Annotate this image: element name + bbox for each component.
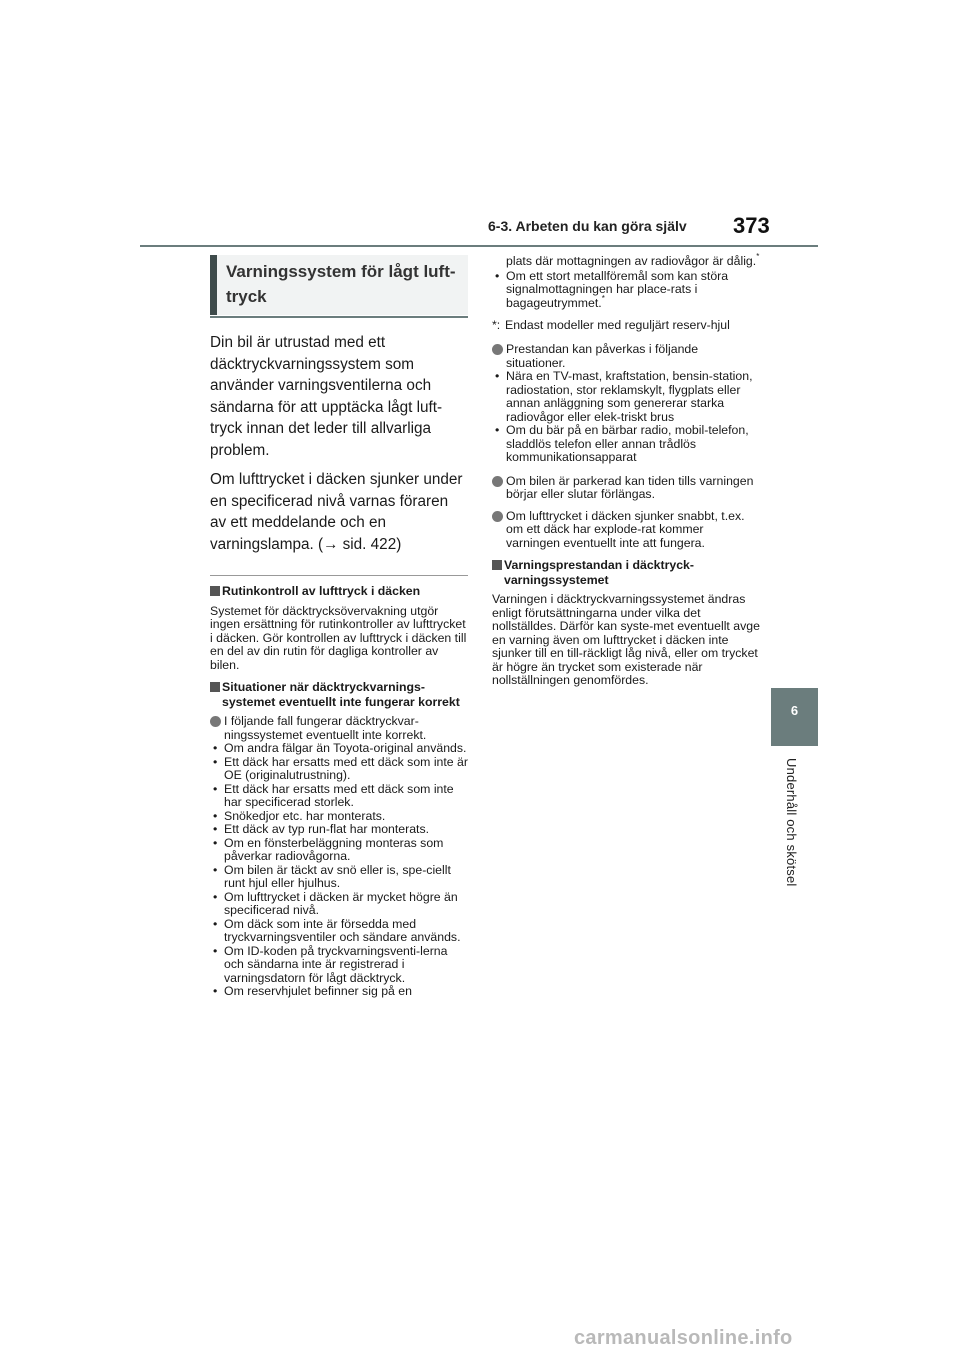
bullet-item: • Om en fönsterbeläggning monteras som påverkar radiovågorna.	[210, 837, 468, 864]
body-text: Varningen i däcktryckvarningssystemet ändras enligt förutsättningarna under vilka det nollställdes. Därför kan syste-met eventuellt avge en varning även om lufttrycket i däcken inte sjunker till en till-räckligt låg nivå, eller om trycket är högre än trycket som existerade när nollställningen genomfördes.	[492, 592, 760, 687]
bullet-item: • Ett däck av typ run-flat har monterats.	[210, 823, 468, 837]
chapter-label: Underhåll och skötsel	[784, 758, 799, 887]
square-bullet-icon	[210, 586, 220, 596]
bullet-item	[492, 270, 760, 312]
footnote	[492, 315, 760, 335]
subheading-text: Varningsprestandan i däcktryck-varningssystemet	[504, 558, 694, 587]
circle-bullet-icon	[492, 476, 503, 487]
intro-paragraph: Din bil är utrustad med ett däcktryckvarningssystem som använder varningsventilerna och sändarna för att upptäcka lågt luft-tryck innan det leder till allvarliga problem.	[210, 334, 443, 459]
subheading-situations	[210, 680, 468, 709]
header-rule	[140, 245, 818, 247]
circle-item-text: Om lufttrycket i däcken sjunker snabbt, t.ex. om ett däck har explode-rat kommer varningen eventuellt inte att fungera.	[506, 508, 745, 550]
bullet-item: • Snökedjor etc. har monterats.	[210, 810, 468, 824]
square-bullet-icon	[210, 682, 220, 692]
bullet-list	[492, 370, 760, 465]
circle-bullet-icon	[492, 344, 503, 355]
footnote-mark: *:	[492, 318, 501, 332]
bullet-item: • Ett däck har ersatts med ett däck som inte är OE (originalutrustning).	[210, 756, 468, 783]
bullet-item: • Ett däck har ersatts med ett däck som inte har specificerad storlek.	[210, 783, 468, 810]
divider	[210, 575, 468, 576]
footnote-text: Endast modeller med reguljärt reserv-hjul	[505, 318, 730, 332]
subheading-warning-performance	[492, 558, 760, 587]
chapter-tab[interactable]: 6	[771, 688, 818, 746]
section-title: 6-3. Arbeten du kan göra själv	[488, 218, 687, 234]
asterisk-mark: *	[601, 293, 605, 303]
left-column	[210, 255, 468, 1009]
continued-text-body: plats där mottagningen av radiovågor är dålig.	[506, 254, 757, 268]
right-column	[492, 252, 760, 696]
intro-paragraph: Om lufttrycket i däcken sjunker under en specificerad nivå varnas föraren av ett meddelande och en varningslampa. (→ sid. 422)	[210, 471, 463, 553]
watermark: carmanualsonline.info	[574, 1327, 793, 1349]
continued-text	[492, 252, 760, 270]
page-number: 373	[733, 213, 770, 238]
bullet-item: • Om reservhjulet befinner sig på en	[210, 985, 468, 999]
subheading-routine-check	[210, 584, 468, 599]
bullet-item: • Om däck som inte är försedda med tryckvarningsventiler och sändare används.	[210, 918, 468, 945]
circle-bullet-icon	[492, 511, 503, 522]
bullet-item: • Om lufttrycket i däcken är mycket högre än specificerad nivå.	[210, 891, 468, 918]
bullet-list	[210, 742, 468, 999]
bullet-item: • Om du bär på en bärbar radio, mobil-telefon, sladdlös telefon eller annan trådlös kommunikationsapparat	[492, 424, 760, 465]
bullet-item: • Om bilen är täckt av snö eller is, spe-ciellt runt hjul eller hjulhus.	[210, 864, 468, 891]
body-text: Systemet för däcktrycksövervakning utgör ingen ersättning för rutinkontroller av lufttrycket i däcken. Gör kontrollen av lufttryck i däcken till en del av din rutin för dagliga kontroller av bilen.	[210, 603, 467, 672]
asterisk-mark: *	[756, 252, 760, 261]
circle-item	[492, 475, 760, 502]
circle-bullet-icon	[210, 716, 221, 727]
circle-item	[492, 510, 760, 551]
circle-item-text: Prestandan kan påverkas i följande situationer.	[506, 342, 699, 370]
bullet-list	[492, 270, 760, 312]
subheading-text: Rutinkontroll av lufttryck i däcken	[222, 584, 421, 598]
bullet-item: • Om ID-koden på tryckvarningsventi-lerna och sändarna inte är registrerad i varningsdatorn för lågt däcktryck.	[210, 945, 468, 986]
circle-item-text: Om bilen är parkerad kan tiden tills varningen börjar eller slutar förlängas.	[506, 473, 754, 501]
bullet-item: • Om andra fälgar än Toyota-original används.	[210, 742, 468, 756]
section-heading: Varningssystem för lågt luft-tryck	[210, 255, 468, 315]
heading-rule	[210, 316, 468, 318]
square-bullet-icon	[492, 560, 502, 570]
circle-item	[210, 715, 468, 742]
circle-item-text: I följande fall fungerar däcktryckvar-ningssystemet eventuellt inte korrekt.	[224, 714, 427, 742]
subheading-text: Situationer när däcktryckvarnings-systemet eventuellt inte fungerar korrekt	[222, 680, 460, 709]
circle-item	[492, 343, 760, 370]
bullet-item-text: Om ett stort metallföremål som kan störa signalmottagningen har place-rats i bagageutrymmet.	[506, 268, 729, 310]
bullet-item: • Nära en TV-mast, kraftstation, bensin-station, radiostation, stor reklamskylt, flygplats eller annan anläggning som genererar starka radiovågor eller elek-triskt brus	[492, 370, 760, 424]
